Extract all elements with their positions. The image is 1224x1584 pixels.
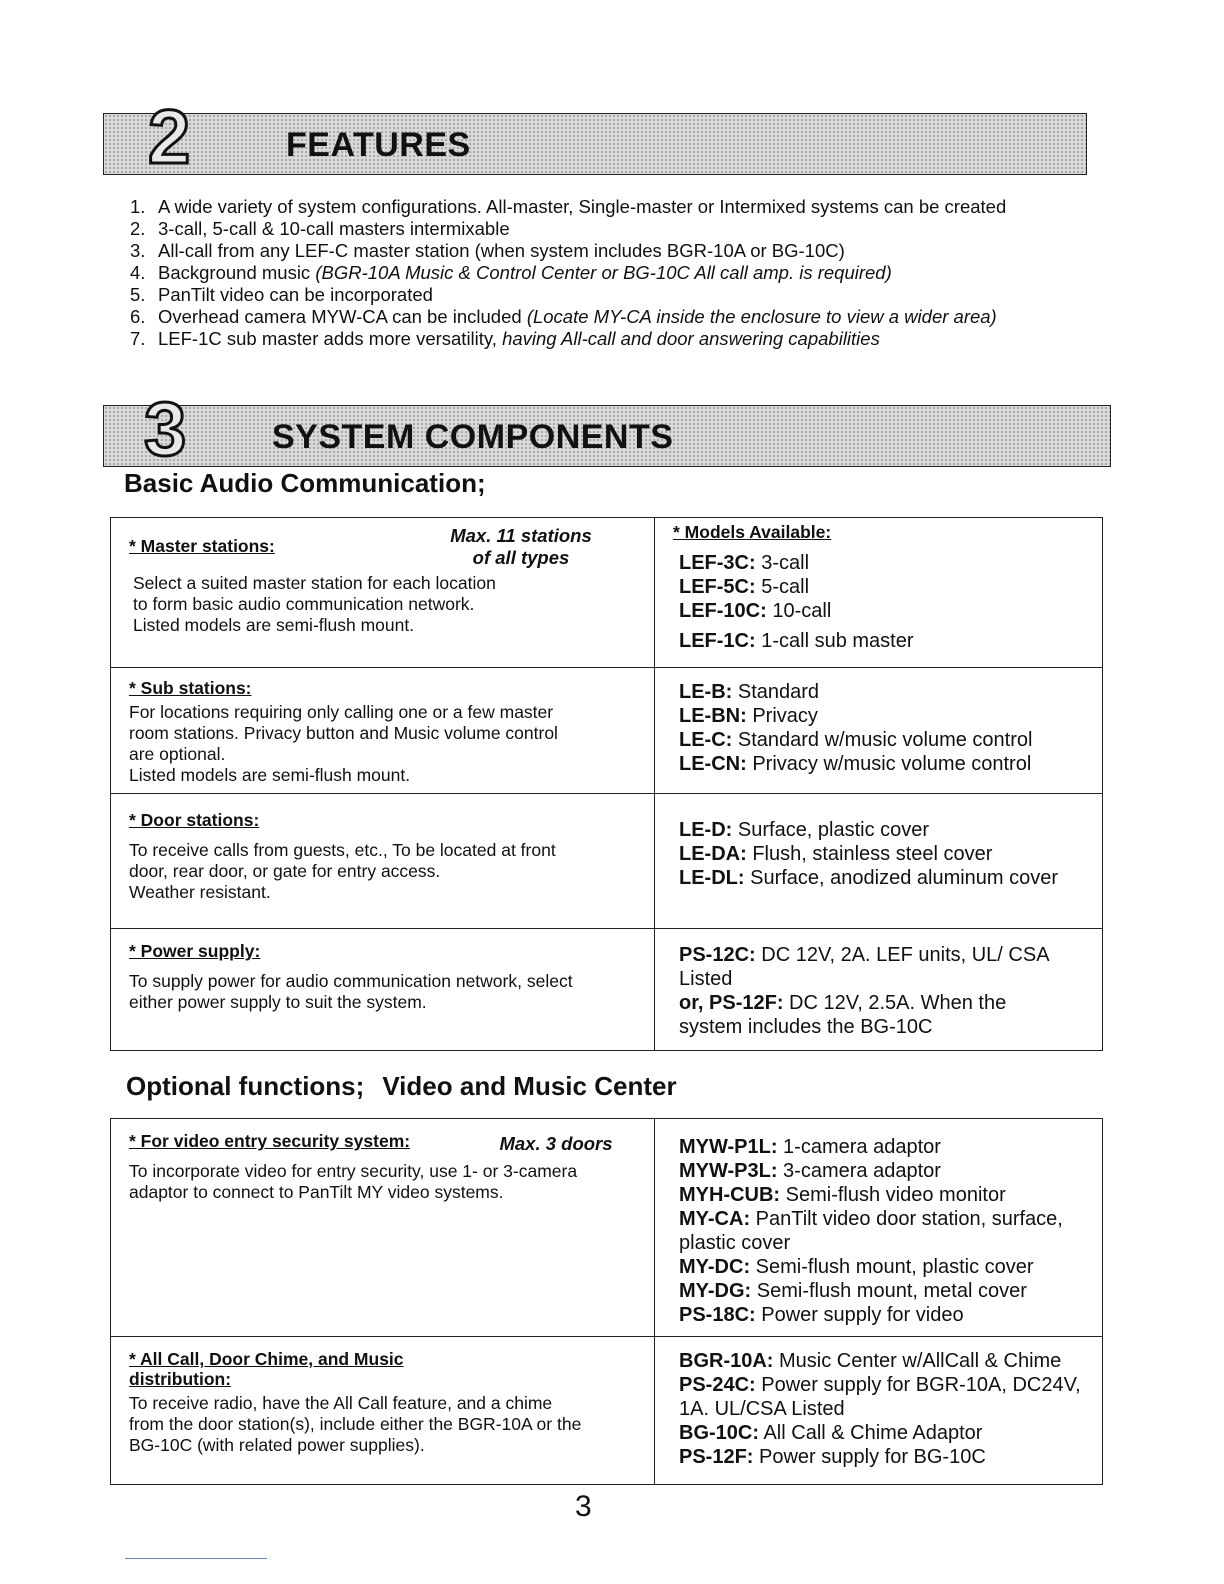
table-row: [111, 668, 1103, 794]
feature-item: 5. PanTilt video can be incorporated: [130, 284, 433, 305]
model-entry: LE-DA: Flush, stainless steel cover: [679, 843, 993, 865]
model-entry: MY-DG: Semi-flush mount, metal cover: [679, 1280, 1027, 1302]
sub-stations-description: For locations requiring only calling one or a few master room stations. Privacy button and Music volume control are optional. Listed models are semi-flush mount.: [129, 702, 558, 785]
features-title: FEATURES: [286, 126, 471, 164]
power-supply-label: * Power supply:: [129, 941, 261, 961]
model-entry: LEF-1C: 1-call sub master: [679, 630, 914, 652]
door-stations-description: To receive calls from guests, etc., To be located at front door, rear door, or gate for entry access. Weather resistant.: [129, 840, 556, 902]
master-stations-label: * Master stations:: [129, 536, 275, 556]
door-models-cell: [655, 794, 1103, 929]
power-supply-cell: [111, 929, 655, 1051]
features-banner: [103, 95, 1087, 180]
section-number-2: 2: [148, 95, 191, 180]
model-entry: MY-CA: PanTilt video door station, surface, plastic cover: [679, 1208, 1063, 1254]
door-stations-label: * Door stations:: [129, 810, 260, 830]
feature-item: 6. Overhead camera MYW-CA can be included (Locate MY-CA inside the enclosure to view a wider area): [130, 306, 997, 327]
model-entry: or, PS-12F: DC 12V, 2.5A. When the system includes the BG-10C: [679, 992, 1007, 1038]
table-row: [111, 794, 1103, 929]
model-entry: BGR-10A: Music Center w/AllCall & Chime: [679, 1350, 1062, 1372]
footer-rule: [125, 1558, 267, 1559]
basic-audio-heading: Basic Audio Communication;: [124, 468, 486, 498]
video-entry-description: To incorporate video for entry security, use 1- or 3-camera adaptor to connect to PanTilt MY video systems.: [129, 1161, 578, 1202]
master-models-cell: [655, 518, 1103, 668]
model-entry: LEF-10C: 10-call: [679, 600, 832, 622]
music-models-list: [655, 1337, 1102, 1469]
model-entry: LE-C: Standard w/music volume control: [679, 729, 1033, 751]
model-entry: LE-D: Surface, plastic cover: [679, 819, 930, 841]
model-entry: LEF-5C: 5-call: [679, 576, 810, 598]
model-entry: LEF-3C: 3-call: [679, 552, 810, 574]
optional-functions-heading: Optional functions; Video and Music Center: [126, 1071, 677, 1101]
music-models-cell: [655, 1337, 1103, 1485]
page-number: 3: [575, 1490, 592, 1523]
model-entry: LE-BN: Privacy: [679, 705, 818, 727]
sub-stations-cell: [111, 668, 655, 794]
master-stations-description: Select a suited master station for each location to form basic audio communication network. Listed models are semi-flush mount.: [133, 573, 496, 635]
models-available-label: * Models Available:: [673, 522, 832, 542]
model-entry: LE-B: Standard: [679, 681, 820, 703]
video-entry-label: * For video entry security system:: [129, 1131, 411, 1151]
door-models-list: [655, 794, 1102, 890]
model-entry: LE-CN: Privacy w/music volume control: [679, 753, 1032, 775]
power-models-list: [655, 929, 1102, 1039]
power-models-cell: [655, 929, 1103, 1051]
optional-components-table: [110, 1118, 1103, 1485]
model-entry: PS-12F: Power supply for BG-10C: [679, 1446, 986, 1468]
all-call-description: To receive radio, have the All Call feature, and a chime from the door station(s), include either the BGR-10A or the BG-10C (with related power supplies).: [129, 1393, 582, 1455]
components-banner: [103, 387, 1111, 472]
model-entry: MYW-P3L: 3-camera adaptor: [679, 1160, 941, 1182]
master-models-list: [673, 551, 1102, 653]
model-entry: LE-DL: Surface, anodized aluminum cover: [679, 867, 1059, 889]
max-doors-note: Max. 3 doors: [499, 1133, 613, 1154]
feature-item: 1. A wide variety of system configurations. All-master, Single-master or Intermixed systems can be created: [130, 196, 1007, 217]
model-entry: MYH-CUB: Semi-flush video monitor: [679, 1184, 1006, 1206]
sub-models-cell: [655, 668, 1103, 794]
components-title: SYSTEM COMPONENTS: [272, 418, 674, 456]
video-entry-cell: [111, 1119, 655, 1337]
features-list: [130, 196, 1130, 350]
all-call-cell: [111, 1337, 655, 1485]
door-stations-cell: [111, 794, 655, 929]
model-entry: MYW-P1L: 1-camera adaptor: [679, 1136, 941, 1158]
video-models-list: [655, 1119, 1102, 1327]
table-row: [111, 929, 1103, 1051]
table-row: [111, 518, 1103, 668]
power-supply-description: To supply power for audio communication network, select either power supply to suit the system.: [129, 971, 573, 1012]
section-number-3: 3: [144, 387, 187, 472]
video-models-cell: [655, 1119, 1103, 1337]
sub-models-list: [655, 668, 1102, 776]
feature-item: 3. All-call from any LEF-C master station (when system includes BGR-10A or BG-10C): [130, 240, 845, 261]
max-stations-note: Max. 11 stations of all types: [450, 525, 592, 568]
sub-stations-label: * Sub stations:: [129, 678, 252, 698]
master-stations-cell: [111, 518, 655, 668]
table-row: [111, 1119, 1103, 1337]
basic-components-table: [110, 517, 1103, 1051]
feature-item: 4. Background music (BGR-10A Music & Control Center or BG-10C All call amp. is required): [130, 262, 892, 283]
model-entry: MY-DC: Semi-flush mount, plastic cover: [679, 1256, 1034, 1278]
feature-item: 2. 3-call, 5-call & 10-call masters intermixable: [130, 218, 510, 239]
model-entry: PS-18C: Power supply for video: [679, 1304, 964, 1326]
model-entry: PS-12C: DC 12V, 2A. LEF units, UL/ CSA Listed: [679, 944, 1049, 990]
feature-item: 7. LEF-1C sub master adds more versatility, having All-call and door answering capabilities: [130, 328, 880, 349]
all-call-label: * All Call, Door Chime, and Music distribution:: [129, 1349, 404, 1389]
model-entry: BG-10C: All Call & Chime Adaptor: [679, 1422, 983, 1444]
table-row: [111, 1337, 1103, 1485]
model-entry: PS-24C: Power supply for BGR-10A, DC24V, 1A. UL/CSA Listed: [679, 1374, 1081, 1420]
